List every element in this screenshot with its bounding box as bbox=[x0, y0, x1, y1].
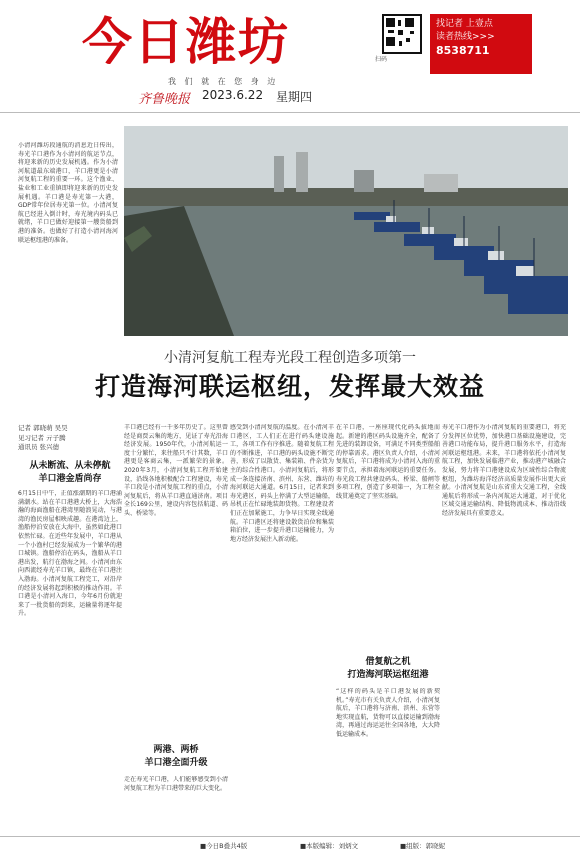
page-footer bbox=[0, 836, 580, 852]
shore-building bbox=[424, 174, 458, 192]
hotline-line2: 读者热线>>> bbox=[436, 32, 495, 42]
qr-label: 扫码 bbox=[375, 56, 388, 63]
news-photo bbox=[124, 126, 568, 336]
byline-trainee: 见习记者 亓子腾 bbox=[18, 433, 66, 442]
section-heading-3: 借复航之机 打造海河联运枢纽港 bbox=[347, 657, 429, 680]
article-column-5: 寿光羊口港作为小清河复航的重要港口，将充分发挥区位优势，加快港口基础设施建设，完善港口功能布局，提升港口服务水平，打造海河联运枢纽港。未来，羊口港将依托小清河复航工程，加快发展临港产业，推动港产城融合发展，努力将羊口港建设成为区域性综合物流枢纽，为潍坊海洋经济高质量发展作出更大贡献。小清河复航是山东省重大交通工程，全线通航后将形成一条内河航运大通道，对于优化区域交通运输结构、降低物流成本、推动沿线经济发展具有重要意义。 bbox=[442, 424, 566, 517]
hotline-number: 8538711 bbox=[436, 44, 490, 57]
article-column-2: 羊口港已经有一千多年历史了。这里曾经是商贾云集的地方，见证了寿光沿海经济发展。1950年代，小清河航运一度十分繁忙，来往船只不计其数，羊口港更是客商云集，一派繁荣的景象。2020年3月，小清河复航工程开始建设，沿线各地积极配合工程建设，寿光羊口段是小清河复航工程的重点，小清河复航后，将从羊口港直通济南。项目全长169公里，建设内容包括航道、码头、桥梁等。 bbox=[124, 424, 228, 517]
article-column-3: 感受到小清河复航的温度。在小清河羊口港区，工人们正在进行码头建设施工，各项工作有序推进。随着复航工程的不断推进，羊口港的码头设施不断完善，形成了以散货、集装箱、件杂货为主的综合性港口。小清河复航后，将形成一条连接济南、滨州、东营、潍坊的海河联运大通道。6月15日，记者来到寿光港区，码头上停满了大型运输船，吊机正在忙碌地装卸货物。工程建设者们正在加紧施工，力争早日实现全线通航。羊口港区还将建设散货泊位和集装箱泊位，进一步提升港口运输能力，为地方经济发展注入新动能。 bbox=[230, 424, 334, 543]
slogan: 我 们 就 在 您 身 边 bbox=[168, 77, 279, 86]
lead-paragraph: 小清河潍坊段通航的消息近日传出，寿光羊口港作为小清河的航运节点，将迎来新的历史发展机遇。作为小清河航道最东端港口，羊口港更是小清河复航工程的重要一环。这个渔业、盐业和工业重镇即将迎来新的历史发展机遇。羊口港是寿光第一大港，GDP常年位居寿光第一位。小清河复航已经进入倒计时，寿光境内码头已就绪，羊口已做好迎接第一艘货船到港的准备。也做好了打造小清河海河联运枢纽港的准备。 bbox=[18, 142, 118, 244]
byline-correspondent: 通讯员 张兴德 bbox=[18, 443, 60, 451]
masthead-divider bbox=[0, 112, 580, 113]
section-heading-2: 两港、两桥 羊口港全面升级 bbox=[144, 745, 208, 768]
newspaper-logo: 今日潍坊 bbox=[82, 13, 290, 71]
byline-reporter: 记者 郭晓萌 吴昊 bbox=[18, 424, 68, 432]
reader-hotline-box bbox=[430, 14, 532, 74]
cooling-tower-1 bbox=[274, 156, 284, 192]
main-headline: 打造海河联运枢纽，发挥最大效益 bbox=[94, 372, 485, 401]
section-heading-1: 从未断流、从未停航 羊口港金盾尚存 bbox=[29, 461, 111, 484]
photo-far-shore bbox=[124, 188, 568, 206]
hotline-line1: 找记者 上壹点 bbox=[436, 19, 493, 29]
footer-layout: ■组版：郭晓妮 bbox=[400, 842, 446, 850]
footer-editor: ■本版编辑：刘炳文 bbox=[300, 842, 359, 850]
cooling-tower-2 bbox=[296, 152, 308, 192]
article-column-2b: 走在寿光羊口港，人们能够感受到小清河复航工程为羊口港带来的巨大变化。 bbox=[124, 776, 228, 792]
footer-edition: ■今日B叠共4版 bbox=[200, 842, 248, 850]
qr-code-icon bbox=[382, 14, 422, 54]
article-column-1: 6月15日中午，正值涨潮期的羊口港涌满潮水。站在羊口港港大桥上，大海浩瀚的海面渔船在港湾里随浪晃动，与港湾的渔民房屋相映成趣。在港湾边上，渔船停泊安放在大海中，虽然如此港口依然忙碌。在近些年发展中，羊口港从一个小渔村已经发展成为一个繁华的港口城镇。渔船停泊在码头，渔船从羊口港出发，航行在渤海之间。小清河由东向西流经寿光羊口镇，最终在羊口港注入渤海。小清河复航工程完工，对沿岸的经济发展将起到积极的推动作用。羊口港是小清河入海口，今年6月份就迎来了一批货船的到来，运输量将逐年提升。 bbox=[18, 490, 122, 618]
factory-building bbox=[354, 170, 374, 192]
issue-date: 2023.6.22 bbox=[202, 88, 264, 102]
issue-weekday: 星期四 bbox=[276, 90, 313, 104]
byline bbox=[18, 424, 122, 453]
article-column-4b: “这样的码头是羊口港发展的新契机。”寿光市有关负责人介绍，小清河复航后，羊口港将与济南、滨州、东营等地实现直航，货物可以直接运输到渤海湾，再通过海运运往全国各地，大大降低运输成本。 bbox=[336, 688, 440, 738]
article-column-4: 在羊口港，一座座现代化码头拔地而起。新建的港区码头设施齐全，配备了先进的装卸设备，可满足不同类型船舶的停靠需求。港区负责人介绍，小清河复航后，羊口港将成为小清河入海的重要节点，承担着海河联运的重要任务。寿光段工程共建设码头、桥梁、船闸等多项工程，创造了多项第一，为工程全线贯通奠定了坚实基础。 bbox=[336, 424, 440, 500]
masthead bbox=[0, 0, 580, 120]
brand-script: 齐鲁晚报 bbox=[138, 92, 191, 107]
port-photo-illustration bbox=[124, 126, 568, 336]
sub-headline: 小清河复航工程寿光段工程创造多项第一 bbox=[164, 350, 416, 366]
